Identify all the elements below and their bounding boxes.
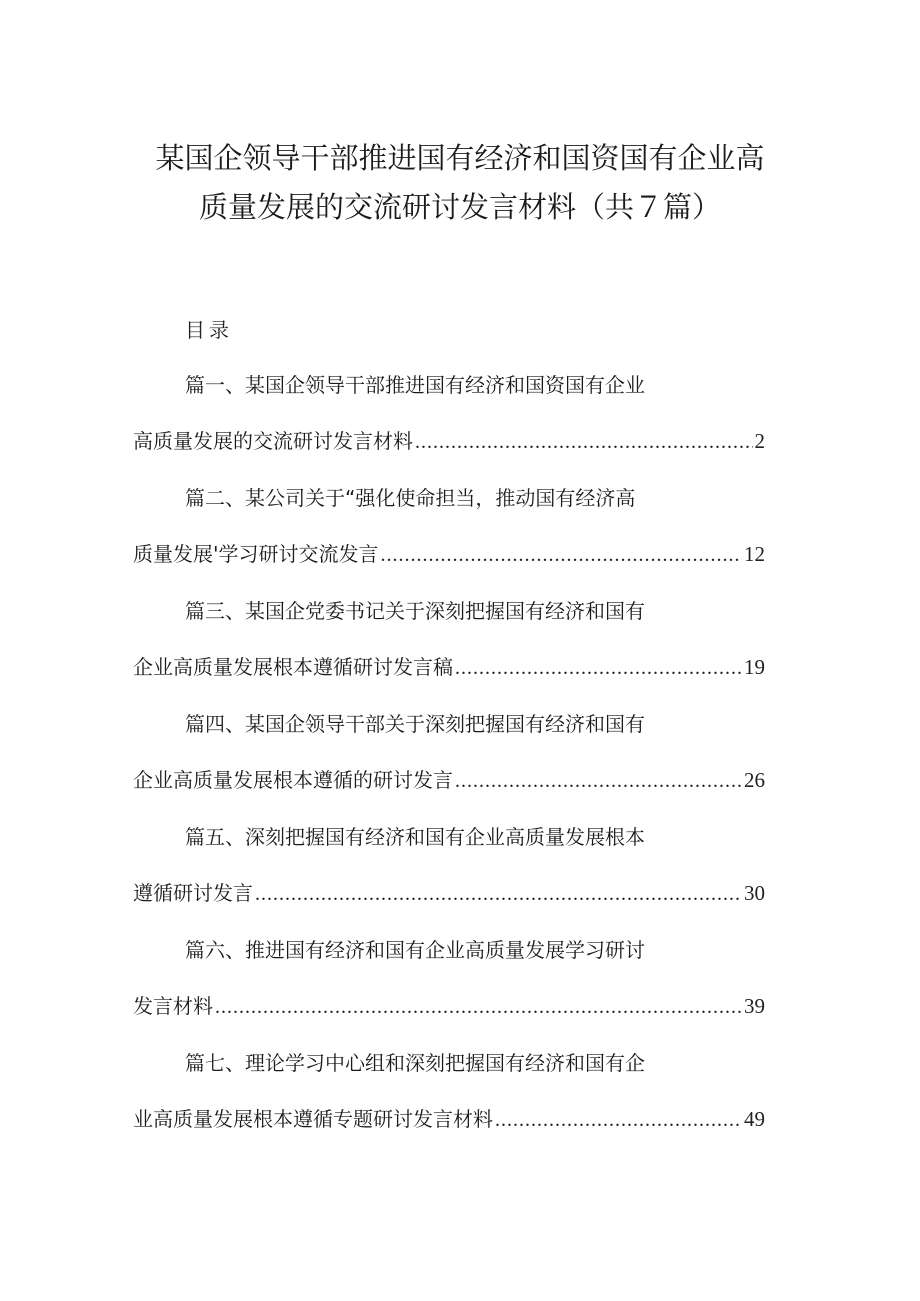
document-title: 某国企领导干部推进国有经济和国资国有企业高质量发展的交流研讨发言材料（共７篇） <box>155 141 765 224</box>
toc-entry-title-line2-row <box>133 539 765 570</box>
toc-entry[interactable] <box>133 588 765 701</box>
toc-entry-title-line2-row <box>133 878 765 909</box>
toc-entry[interactable] <box>133 927 765 1040</box>
toc-entry-title-line1: 篇四、某国企领导干部关于深刻把握国有经济和国有 <box>185 712 645 736</box>
toc-dot-leader <box>215 992 742 1022</box>
toc-dot-leader <box>495 1105 742 1135</box>
toc-dot-leader <box>381 540 743 570</box>
table-of-contents <box>133 362 765 1153</box>
toc-dot-leader <box>415 427 753 457</box>
toc-dot-leader <box>455 766 742 796</box>
toc-entry-title-line2: 业高质量发展根本遵循专题研讨发言材料 <box>133 1107 493 1131</box>
toc-dot-leader <box>255 879 742 909</box>
toc-entry-title-line1: 篇五、深刻把握国有经济和国有企业高质量发展根本 <box>185 825 645 849</box>
toc-entry[interactable] <box>133 1040 765 1153</box>
toc-page-number: 19 <box>744 655 765 679</box>
toc-entry-title-line1: 篇六、推进国有经济和国有企业高质量发展学习研讨 <box>185 938 645 962</box>
toc-entry[interactable] <box>133 475 765 588</box>
toc-page-number: 39 <box>744 994 765 1018</box>
toc-page-number: 2 <box>754 429 765 453</box>
toc-page-number: 49 <box>744 1107 765 1131</box>
toc-entry-title-line2: 高质量发展的交流研讨发言材料 <box>133 429 413 453</box>
toc-entry-title-line2: 质量发展'学习研讨交流发言 <box>133 542 379 566</box>
toc-entry[interactable] <box>133 701 765 814</box>
toc-entry-title-line2-row <box>133 765 765 796</box>
toc-entry-title-line1: 篇七、理论学习中心组和深刻把握国有经济和国有企 <box>185 1051 645 1075</box>
toc-heading: 目录 <box>185 318 233 342</box>
toc-page-number: 30 <box>744 881 765 905</box>
toc-entry-title-line1: 篇三、某国企党委书记关于深刻把握国有经济和国有 <box>185 599 645 623</box>
toc-entry-title-line2: 企业高质量发展根本遵循的研讨发言 <box>133 768 453 792</box>
toc-dot-leader <box>455 653 742 683</box>
toc-entry[interactable] <box>133 814 765 927</box>
toc-entry-title-line2-row <box>133 1104 765 1135</box>
toc-entry-title-line2-row <box>133 991 765 1022</box>
toc-entry-title-line2-row <box>133 652 765 683</box>
toc-entry[interactable] <box>133 362 765 475</box>
toc-entry-title-line2: 遵循研讨发言 <box>133 881 253 905</box>
toc-entry-title-line2-row <box>133 426 765 457</box>
toc-entry-title-line2: 发言材料 <box>133 994 213 1018</box>
toc-entry-title-line1: 篇二、某公司关于“强化使命担当，推动国有经济高 <box>185 486 636 510</box>
toc-entry-title-line2: 企业高质量发展根本遵循研讨发言稿 <box>133 655 453 679</box>
toc-page-number: 12 <box>744 542 765 566</box>
toc-page-number: 26 <box>744 768 765 792</box>
toc-entry-title-line1: 篇一、某国企领导干部推进国有经济和国资国有企业 <box>185 373 645 397</box>
